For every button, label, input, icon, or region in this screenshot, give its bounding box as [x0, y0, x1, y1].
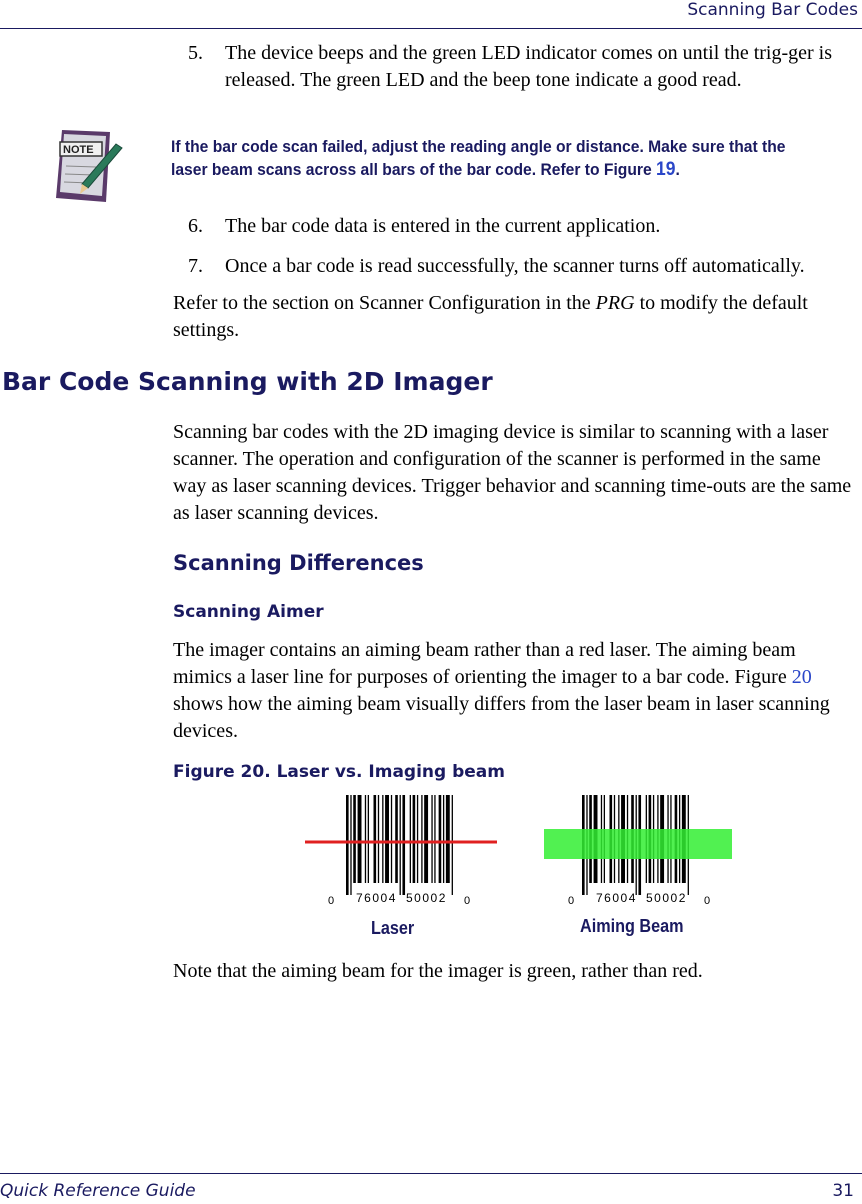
note-icon-label: NOTE — [63, 144, 94, 156]
step-text: Once a bar code is read successfully, the scanner turns off automatically. — [225, 255, 805, 277]
aiming-label: Aiming Beam — [580, 916, 684, 936]
page-number: 31 — [832, 1181, 854, 1201]
step-number: 5. — [188, 42, 203, 64]
note-icon — [52, 126, 124, 206]
bc2-lead-digit: 0 — [568, 895, 575, 907]
note-body: If the bar code scan failed, adjust the reading angle or distance. Make sure that the laser beam scans across all bars of the bar code. Refer to Figure — [171, 137, 786, 179]
footer-rule — [0, 1173, 862, 1174]
step-text: The bar code data is entered in the current application. — [225, 215, 661, 237]
section-paragraph: Scanning bar codes with the 2D imaging device is similar to scanning with a laser scanner. The operation and configuration of the scanner is performed in the same way as laser scanning devices. Trigger behavior and scanning time-outs are the same as laser scanning devices. — [173, 421, 852, 524]
barcode-bar — [358, 795, 362, 883]
bc1-left-digits: 76004 — [356, 891, 397, 905]
refer-pre: Refer to the section on Scanner Configuration in the — [173, 292, 596, 314]
subsection-title: Scanning Differences — [173, 551, 424, 575]
note-text — [171, 135, 797, 181]
laser-label: Laser — [371, 918, 415, 938]
running-header: Scanning Bar Codes — [687, 0, 858, 20]
barcode-bar — [413, 795, 416, 883]
figure-19-link[interactable]: 19 — [656, 159, 676, 180]
barcode-bar — [431, 795, 432, 883]
barcode-bar — [350, 795, 351, 895]
barcode-bar — [365, 795, 366, 883]
aimer-paragraph — [173, 637, 858, 745]
barcode-bar — [382, 795, 383, 883]
barcode-bar — [446, 795, 450, 883]
section-title: Bar Code Scanning with 2D Imager — [2, 367, 493, 396]
barcode-bar — [434, 795, 435, 883]
closing-paragraph: Note that the aiming beam for the imager is green, rather than red. — [173, 960, 703, 982]
barcode-bar — [378, 795, 379, 883]
bc2-trail-digit: 0 — [704, 895, 711, 907]
bc2-right-digits: 50002 — [646, 891, 687, 905]
refer-paragraph — [173, 290, 823, 344]
header-rule — [0, 28, 862, 29]
aiming-beam — [544, 829, 732, 859]
aimer-pre: The imager contains an aiming beam rather than a red laser. The aiming beam mimics a laser line for purposes of orienting the imager to a bar code. Figure — [173, 639, 796, 688]
subsubsection-title: Scanning Aimer — [173, 602, 324, 622]
footer-guide-title: Quick Reference Guide — [0, 1181, 196, 1201]
bc1-right-digits: 50002 — [406, 891, 447, 905]
barcode-bar — [443, 795, 444, 883]
bc2-left-digits: 76004 — [596, 891, 637, 905]
barcode-bar — [410, 795, 411, 883]
barcode-bar — [421, 795, 422, 883]
figure-20-link[interactable]: 20 — [791, 666, 812, 688]
barcode-bar — [368, 795, 369, 883]
note-end: . — [675, 160, 680, 179]
step-text: The device beeps and the green LED indicator comes on until the trig-ger is released. The green LED and the beep tone indicate a good read. — [225, 42, 833, 91]
figure-laser-vs-imaging — [300, 790, 740, 910]
barcode-bar — [402, 795, 405, 895]
barcode-bar — [395, 795, 398, 883]
step-number: 7. — [188, 255, 203, 277]
barcode-bar — [353, 795, 356, 883]
aimer-post: shows how the aiming beam visually differs from the laser beam in laser scanning devices. — [173, 693, 830, 742]
barcode-bar — [439, 795, 442, 883]
barcode-bar — [391, 795, 392, 883]
barcode-bar — [374, 795, 377, 883]
barcode-bar — [400, 795, 401, 895]
figure-caption: Figure 20. Laser vs. Imaging beam — [173, 762, 505, 782]
barcode-bar — [385, 795, 389, 883]
barcode-bar — [346, 795, 349, 895]
bc1-lead-digit: 0 — [328, 895, 335, 907]
bc1-trail-digit: 0 — [464, 895, 471, 907]
laser-barcode — [346, 795, 453, 895]
prg-term: PRG — [595, 292, 635, 314]
refer-post: to modify the default settings. — [173, 292, 808, 341]
barcode-bar — [424, 795, 428, 883]
barcode-bar — [452, 795, 453, 895]
barcode-bar — [417, 795, 418, 883]
step-number: 6. — [188, 215, 203, 237]
